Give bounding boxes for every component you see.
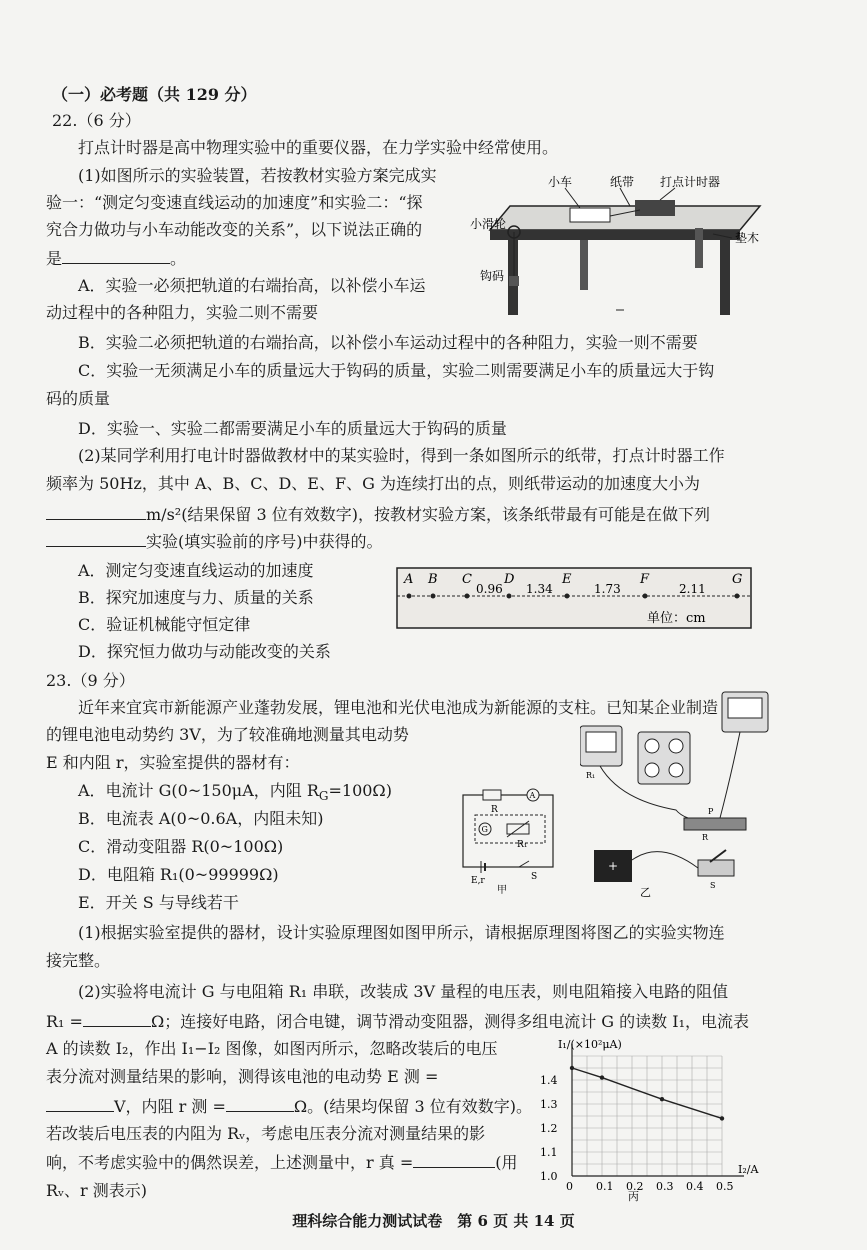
q22-p1-line1: (1)如图所示的实验装置，若按教材实验方案完成实 xyxy=(78,166,437,185)
circuit-diagram-jia xyxy=(455,785,567,895)
q23-intro-3: E 和内阻 r，实验室提供的器材有： xyxy=(46,753,300,772)
q23-p2-line1: (2)实验将电流计 G 与电阻箱 R₁ 串联，改装成 3V 量程的电压表，则电阻箱接入电路的阻值 xyxy=(78,982,729,1001)
q22-option2-a: A．测定匀变速直线运动的加速度 xyxy=(78,561,314,580)
q23-p2-line4: 表分流对测量结果的影响，测得该电池的电动势 E 测 = xyxy=(46,1067,439,1086)
tape-dot-E xyxy=(565,594,570,599)
tape-distance-label: 1.34 xyxy=(526,582,553,596)
q23-p2-line7: 响，不考虑实验中的偶然误差，上述测量中，r 真 = (用 xyxy=(46,1153,518,1172)
tape-distance-label: 0.96 xyxy=(476,582,503,596)
answer-blank-2 xyxy=(46,503,146,520)
q22-p1-line3: 究合力做功与小车动能改变的关系”，以下说法正确的 xyxy=(46,220,423,239)
tape-distance-label: 2.11 xyxy=(679,582,706,596)
tape-dot-B xyxy=(431,594,436,599)
label-yi: 乙 xyxy=(640,886,651,899)
data-point xyxy=(600,1075,604,1079)
label-pulley: 小滑轮 xyxy=(470,217,507,231)
y-tick-label: 1.3 xyxy=(540,1098,558,1111)
q23-header: 23.（9 分） xyxy=(46,671,135,690)
svg-text:+: + xyxy=(608,859,619,873)
tape-point-label: E xyxy=(562,572,572,587)
q22-p2-line1: (2)某同学利用打电计时器做教材中的某实验时，得到一条如图所示的纸带，打点计时器工作 xyxy=(78,446,725,465)
q22-p1-line4: 是 。 xyxy=(46,249,187,268)
q23-item-e: E．开关 S 与导线若干 xyxy=(78,893,239,912)
x-tick-label: 0.2 xyxy=(626,1180,644,1193)
tape-point-label: C xyxy=(462,572,472,587)
q22-option2-d: D．探究恒力做功与动能改变的关系 xyxy=(78,642,331,661)
q23-item-c: C．滑动变阻器 R(0~100Ω) xyxy=(78,837,284,856)
y-tick-label: 1.2 xyxy=(540,1122,558,1135)
q23-p2-line5: V，内阻 r 测 = Ω。(结果均保留 3 位有效数字)。 xyxy=(46,1095,532,1118)
q23-intro-1: 近年来宜宾市新能源产业蓬勃发展，锂电池和光伏电池成为新能源的支柱。已知某企业制造 xyxy=(78,698,719,717)
label-weight: 钩码 xyxy=(480,269,505,283)
q23-p2-line8: Rᵥ、r 测表示) xyxy=(46,1181,147,1200)
q22-p1-line2: 验一：“测定匀变速直线运动的加速度”和实验二：“探 xyxy=(46,193,423,212)
answer-blank-1 xyxy=(62,247,170,264)
q23-p2-line3: A 的读数 I₂，作出 I₁−I₂ 图像，如图丙所示，忽略改装后的电压 xyxy=(46,1039,498,1058)
q22-p2-line3: m/s²(结果保留 3 位有效数字)，按教材实验方案，该条纸带最有可能是在做下列 xyxy=(46,503,710,526)
label-jia: 甲 xyxy=(497,885,507,895)
q22-option2-b: B．探究加速度与力、质量的关系 xyxy=(78,588,314,607)
q22-option-d: D．实验一、实验二都需要满足小车的质量远大于钩码的质量 xyxy=(78,419,507,438)
answer-blank-rtrue xyxy=(413,1151,495,1168)
label-S-physical: S xyxy=(710,881,716,890)
label-R1-physical: R₁ xyxy=(586,771,596,780)
q22-option2-c: C．验证机械能守恒定律 xyxy=(78,615,251,634)
q22-header: 22.（6 分） xyxy=(52,111,141,130)
label-tape: 纸带 xyxy=(610,175,635,189)
graph-xlabel: I₂/A xyxy=(738,1163,759,1176)
physical-circuit-yi xyxy=(580,690,780,900)
data-point xyxy=(660,1097,664,1101)
label-block: 垫木 xyxy=(735,231,760,245)
y-tick-label: 1.0 xyxy=(540,1170,558,1183)
galvanometer-symbol: G xyxy=(481,825,488,834)
label-cart: 小车 xyxy=(548,175,573,189)
label-S: S xyxy=(531,872,538,882)
tape-dot-A xyxy=(407,594,412,599)
label-timer: 打点计时器 xyxy=(660,175,721,189)
data-point xyxy=(720,1116,724,1120)
tape-point-label: G xyxy=(732,572,743,587)
q23-intro-2: 的锂电池电动势约 3V，为了较准确地测量其电动势 xyxy=(46,725,409,744)
q22-p2-line2: 频率为 50Hz，其中 A、B、C、D、E、F、G 为连续打出的点，则纸带运动的加速度大小为 xyxy=(46,474,700,493)
paper-tape-figure xyxy=(395,566,755,638)
label-R-physical: R xyxy=(702,833,709,842)
tape-dot-C xyxy=(465,594,470,599)
q22-option-a2: 动过程中的各种阻力，实验二则不需要 xyxy=(46,303,319,322)
graph-ylabel: I₁/(×10²μA) xyxy=(558,1038,622,1051)
x-tick-label: 0.5 xyxy=(716,1180,734,1193)
tape-point-label: A xyxy=(404,572,414,587)
y-tick-label: 1.4 xyxy=(540,1074,558,1087)
q22-option-a1: A．实验一必须把轨道的右端抬高，以补偿小车运 xyxy=(78,276,426,295)
answer-blank-r1 xyxy=(83,1010,151,1027)
q23-item-d: D．电阻箱 R₁(0~99999Ω) xyxy=(78,865,279,884)
x-tick-label: 0.1 xyxy=(596,1180,614,1193)
tape-unit: 单位：cm xyxy=(647,611,706,626)
q22-p2-line4: 实验(填实验前的序号)中获得的。 xyxy=(46,530,383,553)
answer-blank-E xyxy=(46,1095,114,1112)
q22-intro: 打点计时器是高中物理实验中的重要仪器，在力学实验中经常使用。 xyxy=(78,138,559,157)
tape-point-label: B xyxy=(428,572,438,587)
q23-p1-line2: 接完整。 xyxy=(46,951,111,970)
q22-option-c1: C．实验一无须满足小车的质量远大于钩码的质量，实验二则需要满足小车的质量远大于钩 xyxy=(78,361,715,380)
label-R1: R₁ xyxy=(517,840,528,850)
answer-blank-3 xyxy=(46,530,146,547)
section-title: （一）必考题（共 129 分） xyxy=(52,85,257,104)
x-tick-label: 0.4 xyxy=(686,1180,704,1193)
graph-bing xyxy=(532,1036,772,1206)
answer-blank-r xyxy=(226,1095,294,1112)
label-P: P xyxy=(708,807,714,816)
apparatus-figure xyxy=(470,170,770,320)
label-R: R xyxy=(491,805,498,815)
y-tick-label: 1.1 xyxy=(540,1146,558,1159)
tape-point-label: F xyxy=(640,572,650,587)
tape-point-label: D xyxy=(504,572,515,587)
q23-item-a: A．电流计 G(0~150μA，内阻 $R_G=100\Omega$) xyxy=(78,781,392,804)
q23-p2-line2: R₁ = Ω；连接好电路，闭合电键，调节滑动变阻器，测得多组电流计 G 的读数 I₁，电流表 xyxy=(46,1012,749,1031)
q23-p2-line6: 若改装后电压表的内阻为 Rᵥ，考虑电压表分流对测量结果的影 xyxy=(46,1124,486,1143)
tape-dot-D xyxy=(507,594,512,599)
label-Er: E,r xyxy=(471,876,485,886)
q23-p1-line1: (1)根据实验室提供的器材，设计实验原理图如图甲所示，请根据原理图将图乙的实验实物连 xyxy=(78,923,725,942)
ammeter-symbol: A xyxy=(529,791,536,800)
label-bing: 丙 xyxy=(628,1190,639,1203)
tape-dot-G xyxy=(735,594,740,599)
q22-option-c2: 码的质量 xyxy=(46,389,111,408)
x-tick-label: 0.3 xyxy=(656,1180,674,1193)
q23-item-b: B．电流表 A(0~0.6A，内阻未知) xyxy=(78,809,324,828)
tape-dot-F xyxy=(643,594,648,599)
tape-distance-label: 1.73 xyxy=(594,582,621,596)
data-point xyxy=(570,1066,574,1070)
x-tick-label: 0 xyxy=(566,1180,573,1193)
page-footer: 理科综合能力测试试卷 第 6 页 共 14 页 xyxy=(292,1212,575,1230)
q22-option-b: B．实验二必须把轨道的右端抬高，以补偿小车运动过程中的各种阻力，实验一则不需要 xyxy=(78,333,698,352)
